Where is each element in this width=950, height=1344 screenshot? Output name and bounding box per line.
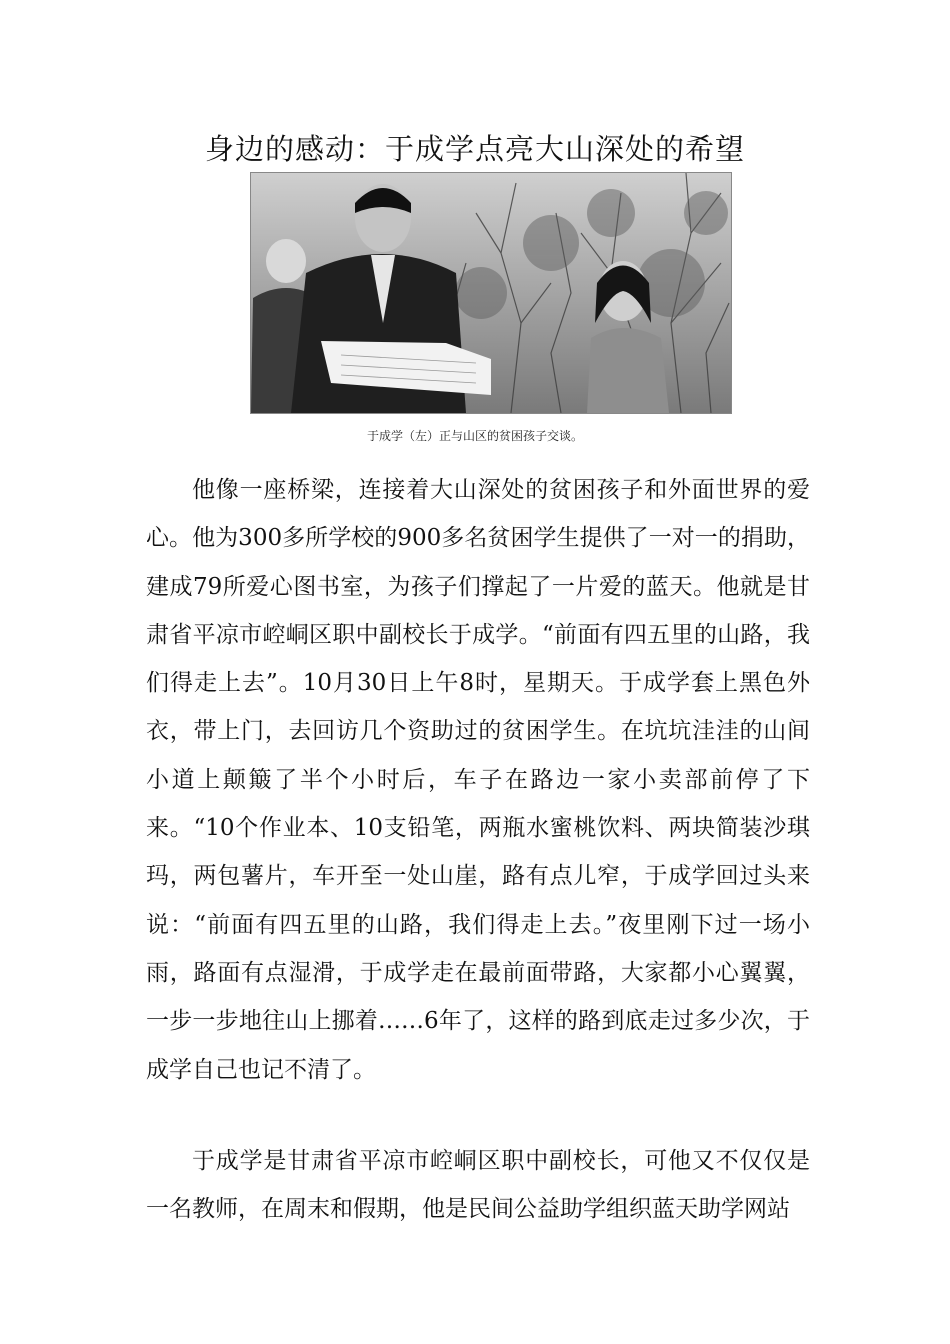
page-title: 身边的感动：于成学点亮大山深处的希望 bbox=[204, 132, 745, 167]
news-photo bbox=[250, 172, 732, 414]
paragraph-1: 他像一座桥梁，连接着大山深处的贫困孩子和外面世界的爱心。他为300多所学校的900多名贫困学生提供了一对一的捐助，建成79所爱心图书室，为孩子们撑起了一片爱的蓝天。他就是甘肃省平凉市崆峒区职中副校长于成学。“前面有四五里的山路，我们得走上去”。10月30日上午8时，星期天。于成学套上黑色外衣，带上门，去回访几个资助过的贫困学生。在坑坑洼洼的山间小道上颠簸了半个小时后，车子在路边一家小卖部前停了下来。“10个作业本、10支铅笔，两瓶水蜜桃饮料、两块简装沙琪玛，两包薯片，车开至一处山崖，路有点儿窄，于成学回过头来说：“前面有四五里的山路，我们得走上去。”夜里刚下过一场小雨，路面有点湿滑，于成学走在最前面带路，大家都小心翼翼，一步一步地往山上挪着……6年了，这样的路到底走过多少次，于成学自己也记不清了。 bbox=[146, 477, 810, 1083]
photo-caption: 于成学（左）正与山区的贫困孩子交谈。 bbox=[366, 429, 583, 443]
paragraph-2: 于成学是甘肃省平凉市崆峒区职中副校长，可他又不仅仅是一名教师，在周末和假期，他是民间公益助学组织蓝天助学网站 bbox=[146, 1148, 810, 1223]
photo-icon bbox=[251, 173, 731, 413]
